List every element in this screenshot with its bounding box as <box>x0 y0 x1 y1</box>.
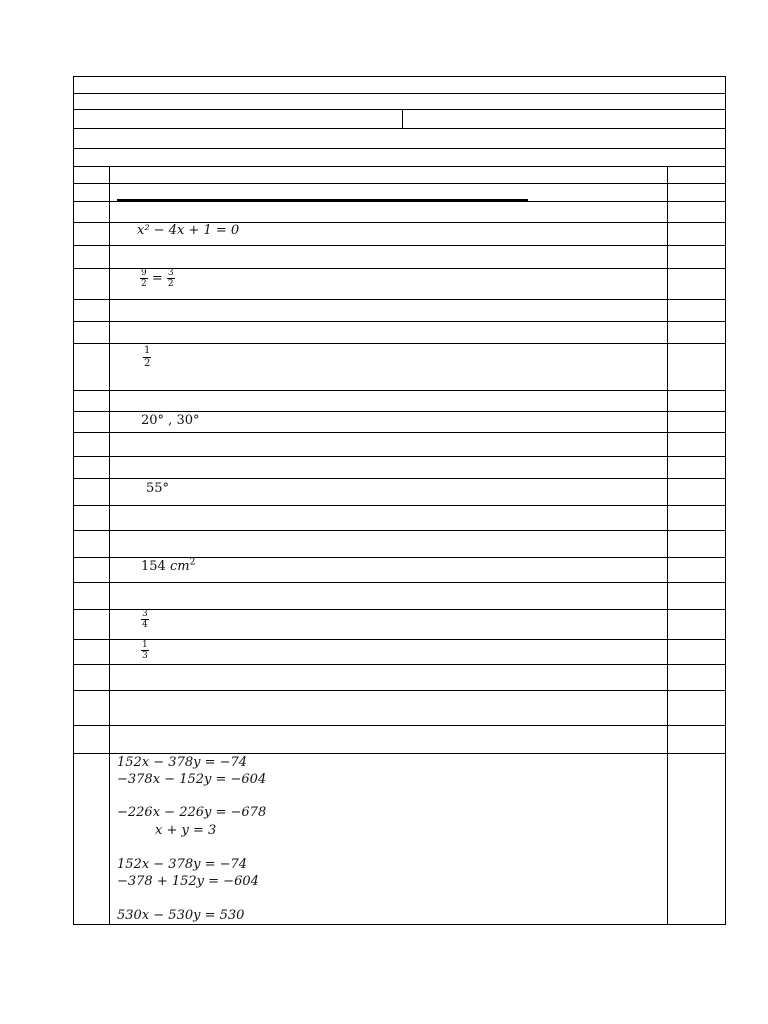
row-line <box>73 166 726 167</box>
working-line: 152x − 378y = −74 <box>117 755 248 770</box>
fraction: $\frac{9}{2}$ <box>141 268 147 289</box>
answer-2: $\frac{9}{2}$ = $\frac{3}{2}$ <box>141 268 174 289</box>
row-line <box>73 478 726 479</box>
answer-6: 154 $cm^2$ <box>141 557 196 574</box>
row-line <box>73 299 726 300</box>
answer-1: x² − 4x + 1 = 0 <box>137 223 240 238</box>
table-border <box>73 76 726 925</box>
working-line: −226x − 226y = −678 <box>117 805 267 820</box>
row-line <box>73 245 726 246</box>
row-line <box>73 725 726 726</box>
answer-8 <box>141 640 149 661</box>
row-line <box>73 321 726 322</box>
working-line: x + y = 3 <box>155 823 217 838</box>
row-line <box>73 639 726 640</box>
answer-7 <box>141 609 149 630</box>
fraction: $\frac{3}{4}$ <box>142 609 148 630</box>
fraction: $\frac{1}{3}$ <box>142 640 148 661</box>
row-line <box>73 201 726 202</box>
row-line <box>73 343 726 344</box>
column-line <box>402 109 403 128</box>
working-line: 530x − 530y = 530 <box>117 908 245 923</box>
answer-5: 55° <box>146 481 170 496</box>
answer-3 <box>143 345 151 370</box>
row-line <box>73 530 726 531</box>
row-line <box>73 664 726 665</box>
answer-4: 20° , 30° <box>141 413 200 428</box>
column-line <box>109 166 110 925</box>
row-line <box>73 557 726 558</box>
row-line <box>73 411 726 412</box>
fraction: $\frac{3}{2}$ <box>167 268 174 289</box>
working-line: 152x − 378y = −74 <box>117 857 248 872</box>
fraction: $\frac{1}{2}$ <box>144 345 151 369</box>
row-line <box>73 183 726 184</box>
row-line <box>73 93 726 94</box>
working-line: −378x − 152y = −604 <box>117 772 267 787</box>
row-line <box>73 390 726 391</box>
row-line <box>73 109 726 110</box>
title-underline <box>117 199 528 201</box>
row-line <box>73 148 726 149</box>
row-line <box>73 432 726 433</box>
working-line: −378 + 152y = −604 <box>117 874 259 889</box>
row-line <box>73 690 726 691</box>
row-line <box>73 456 726 457</box>
row-line <box>73 128 726 129</box>
row-line <box>73 505 726 506</box>
column-line <box>667 166 668 925</box>
row-line <box>73 609 726 610</box>
row-line <box>73 753 726 754</box>
row-line <box>73 582 726 583</box>
